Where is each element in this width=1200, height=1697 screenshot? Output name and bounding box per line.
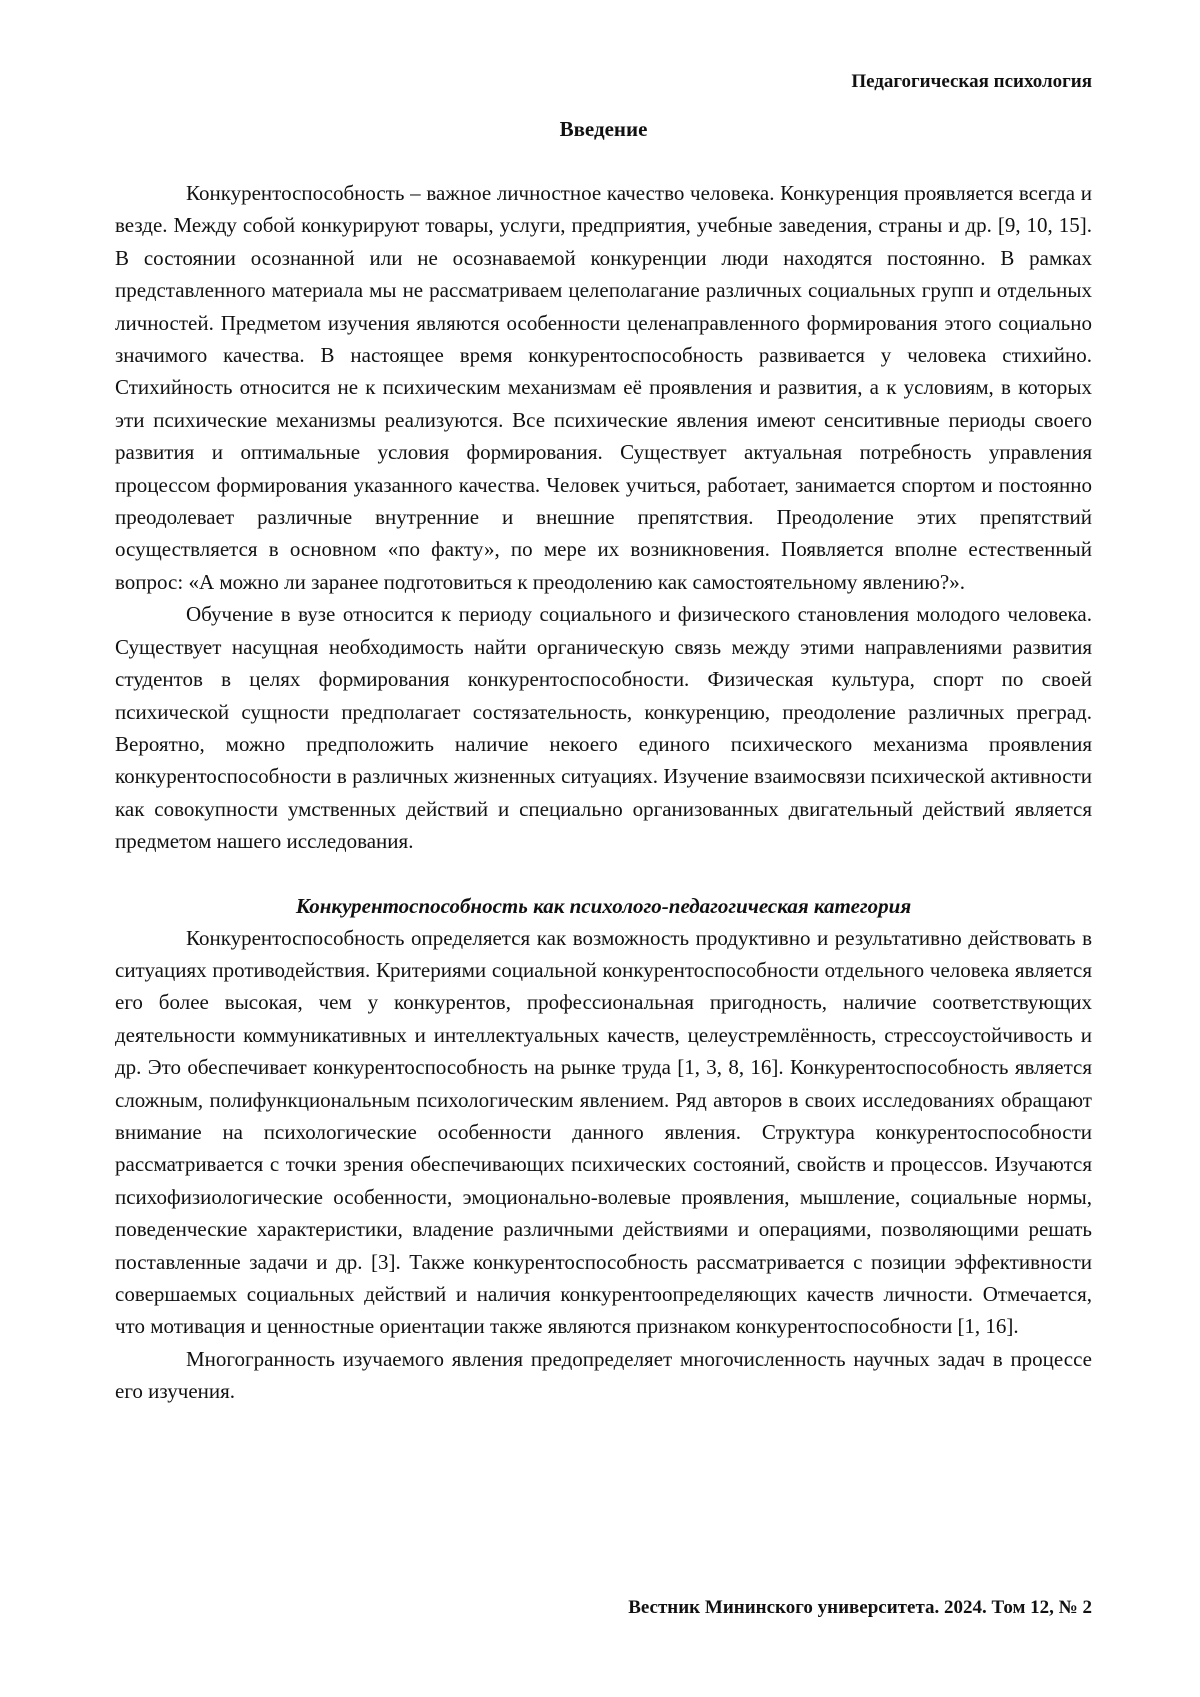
introduction-paragraph-1: Конкурентоспособность – важное личностное качество человека. Конкуренция проявляется всегда и везде. Между собой конкурируют товары, услуги, предприятия, учебные заведения, страны и др. [9, 10, 15]. В состоянии осознанной или не осознаваемой конкуренции люди находятся постоянно. В рамках представленного материала мы не рассматриваем целеполагание различных социальных групп и отдельных личностей. Предметом изучения являются особенности целенаправленного формирования этого социально значимого качества. В настоящее время конкурентоспособность развивается у человека стихийно. Стихийность относится не к психическим механизмам её проявления и развития, а к условиям, в которых эти психические механизмы реализуются. Все психические явления имеют сенситивные периоды своего развития и оптимальные условия формирования. Существует актуальная потребность управления процессом формирования указанного качества. Человек учиться, работает, занимается спортом и постоянно преодолевает различные внутренние и внешние препятствия. Преодоление этих препятствий осуществляется в основном «по факту», по мере их возникновения. Появляется вполне естественный вопрос: «А можно ли заранее подготовиться к преодолению как самостоятельному явлению?». <box>115 177 1092 598</box>
introduction-heading: Введение <box>115 113 1092 145</box>
introduction-paragraph-2: Обучение в вузе относится к периоду социального и физического становления молодого человека. Существует насущная необходимость найти органическую связь между этими направлениями развития студентов в целях формирования конкурентоспособности. Физическая культура, спорт по своей психической сущности предполагает состязательность, конкуренцию, преодоление различных преград. Вероятно, можно предположить наличие некоего единого психического механизма проявления конкурентоспособности в различных жизненных ситуациях. Изучение взаимосвязи психической активности как совокупности умственных действий и специально организованных двигательный действий является предметом нашего исследования. <box>115 598 1092 857</box>
spacer <box>115 145 1092 177</box>
section-paragraph-2: Многогранность изучаемого явления предопределяет многочисленность научных задач в процессе его изучения. <box>115 1343 1092 1408</box>
article-page <box>115 0 1092 1697</box>
running-footer: Вестник Мининского университета. 2024. Том 12, № 2 <box>628 1596 1092 1620</box>
spacer <box>115 858 1092 890</box>
section-heading: Конкурентоспособность как психолого-педагогическая категория <box>115 890 1092 922</box>
running-header: Педагогическая психология <box>851 70 1092 94</box>
section-paragraph-1: Конкурентоспособность определяется как возможность продуктивно и результативно действовать в ситуациях противодействия. Критериями социальной конкурентоспособности отдельного человека является его более высокая, чем у конкурентов, профессиональная пригодность, наличие соответствующих деятельности коммуникативных и интеллектуальных качеств, целеустремлённость, стрессоустойчивость и др. Это обеспечивает конкурентоспособность на рынке труда [1, 3, 8, 16]. Конкурентоспособность является сложным, полифункциональным психологическим явлением. Ряд авторов в своих исследованиях обращают внимание на психологические особенности данного явления. Структура конкурентоспособности рассматривается с точки зрения обеспечивающих психических состояний, свойств и процессов. Изучаются психофизиологические особенности, эмоционально-волевые проявления, мышление, социальные нормы, поведенческие характеристики, владение различными действиями и операциями, позволяющими решать поставленные задачи и др. [3]. Также конкурентоспособность рассматривается с позиции эффективности совершаемых социальных действий и наличия конкурентоопределяющих качеств личности. Отмечается, что мотивация и ценностные ориентации также являются признаком конкурентоспособности [1, 16]. <box>115 922 1092 1343</box>
article-body <box>115 113 1092 1408</box>
